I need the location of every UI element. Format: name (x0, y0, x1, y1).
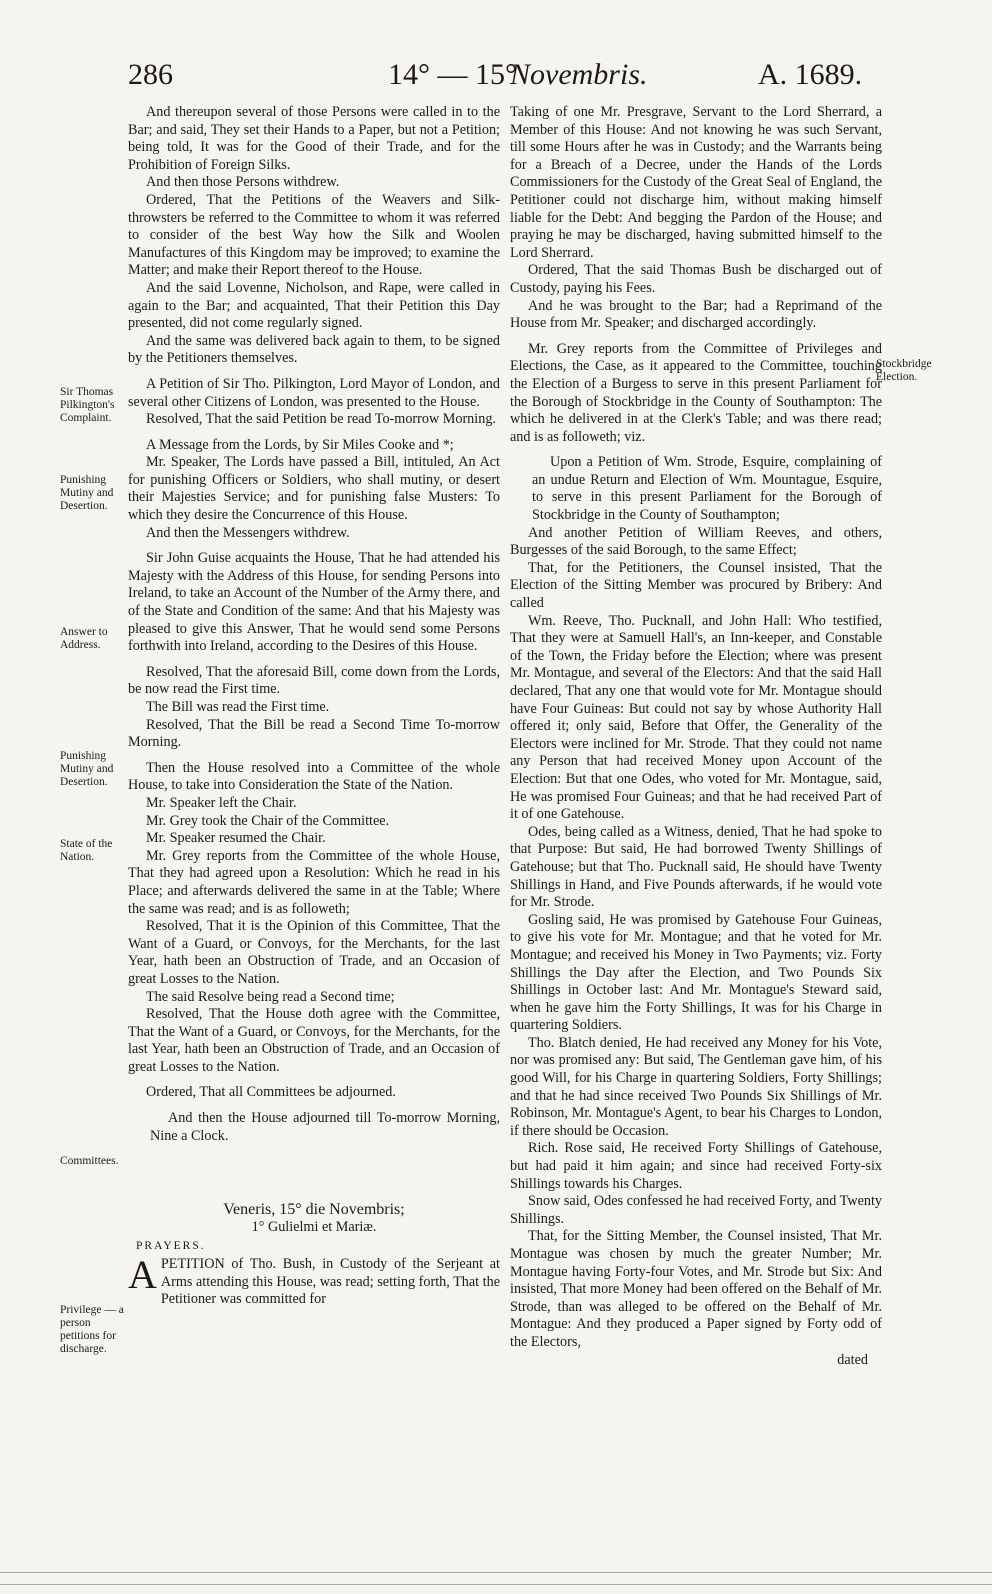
paragraph: Upon a Petition of Wm. Strode, Esquire, complaining of an undue Return and Election of Wm. Mountague, Esquire, to serve in this present Parliament for the Borough of Stockbridge in the County of Southampton; (532, 454, 882, 524)
margin-note: Committees. (60, 1155, 119, 1167)
paragraph: Gosling said, He was promised by Gatehouse Four Guineas, to give his vote for Mr. Montague; and that he voted for Mr. Montague; and received his Money in Two Payments; viz. Forty Shillings the Day after the Election, and Two Pounds Six Shillings in October last: And Mr. Montague's Steward said, when he gave him the Forty Shillings, It was for his Charge in quartering Soldiers. (510, 911, 882, 1034)
paragraph: And then the Messengers withdrew. (146, 524, 350, 541)
paragraph: Taking of one Mr. Presgrave, Servant to the Lord Sherrard, a Member of this House: And not knowing he was such Servant, till some Hours after he was in Custody; and the Warrants being for a Breach of a Decree, under the Hands of the Lords Commissioners for the Custody of the Great Seal of England, the Petitioner could not discharge him, without making himself liable for the Debt: And begging the Pardon of the House; and praying he may be discharged, having submitted himself to the Lord Sherrard. (510, 104, 882, 261)
paragraph: And another Petition of William Reeves, and others, Burgesses of the said Borough, to the same Effect; (510, 524, 882, 559)
paragraph: And the same was delivered back again to them, to be signed by the Petitioners themselves. (128, 332, 500, 367)
paragraph: The said Resolve being read a Second time; (146, 988, 395, 1005)
paragraph: Resolved, That the said Petition be read To-morrow Morning. (146, 411, 496, 428)
right-column (510, 104, 882, 1369)
regnal-year: 1° Gulielmi et Mariæ. (251, 1218, 377, 1235)
paragraph: Sir John Guise acquaints the House, That he had attended his Majesty with the Address of this House, for sending Persons into Ireland, to take an Account of the Number of the Army there, and of the State and Condition of the same: And that his Majesty was pleased to give this Answer, That he would send some Persons forthwith into Ireland, according to the Desires of this House. (128, 550, 500, 655)
bottom-rule (0, 1572, 992, 1573)
margin-note: State of the Nation. (60, 838, 113, 863)
paragraph: The Bill was read the First time. (146, 699, 330, 715)
paragraph: Then the House resolved into a Committee of the whole House, to take into Consideration the State of the Nation. (128, 759, 500, 794)
paragraph: And then those Persons withdrew. (146, 174, 340, 191)
bottom-rule (0, 1584, 992, 1585)
margin-note: Privilege — a person petitions for discharge. (60, 1304, 124, 1355)
paragraph: A Petition of Sir Tho. Pilkington, Lord Mayor of London, and several other Citizens of London, was presented to the House. (128, 375, 500, 410)
paragraph: Odes, being called as a Witness, denied, That he had spoke to that Purpose: But said, He had borrowed Twenty Shillings of Gatehouse; but that Tho. Pucknall said, He should have Twenty Shillings in Hand, and Five Pounds afterwards, if he would vote for Mr. Strode. (510, 823, 882, 911)
paragraph: Snow said, Odes confessed he had received Forty, and Twenty Shillings. (510, 1193, 882, 1227)
drop-cap: A (128, 1252, 157, 1298)
petition-paragraph (128, 1252, 500, 1309)
paragraph: Resolved, That the aforesaid Bill, come down from the Lords, be now read the First time. (128, 663, 500, 698)
paragraph: Resolved, That it is the Opinion of this Committee, That the Want of a Guard, or Convoys, for the Merchants, for the last Year, hath been an Obstruction of Trade, and an Occasion of great Losses to the Nation. (128, 918, 500, 987)
left-column (128, 104, 500, 1309)
page-number: 286 (128, 58, 173, 91)
paragraph: A Message from the Lords, by Sir Miles Cooke and *; (146, 436, 454, 453)
paragraph: That, for the Sitting Member, the Counsel insisted, That Mr. Montague was chosen by much the greater Number; Mr. Montague having Forty-four Votes, and Mr. Strode but Six: And insisted, That more Money had been offered on the Behalf of Mr. Strode, than was alleged to be offered on the Behalf of Mr. Montague: And they produced a Paper signed by Forty odd of the Electors, (510, 1228, 882, 1350)
header-year: A. 1689. (758, 58, 863, 91)
paragraph: Ordered, That the Petitions of the Weavers and Silk-throwsters be referred to the Committee to whom it was referred to consider of the best Way how the Silk and Woolen Manufactures of this Kingdom may be improved; to examine the Matter; and make their Report thereof to the House. (128, 191, 500, 279)
paragraph: And he was brought to the Bar; had a Reprimand of the House from Mr. Speaker; and discharged accordingly. (510, 297, 882, 332)
paragraph: Mr. Grey took the Chair of the Committee. (146, 812, 390, 829)
paragraph: Ordered, That the said Thomas Bush be discharged out of Custody, paying his Fees. (510, 262, 882, 296)
petition-text: PETITION of Tho. Bush, in Custody of the Serjeant at Arms attending this House, was read; setting forth, That the Petitioner was committed for (160, 1256, 500, 1308)
paragraph: Rich. Rose said, He received Forty Shillings of Gatehouse, but had paid it him again; and since had received Forty-six Shillings towards his Charges. (510, 1140, 882, 1192)
header-dates: 14° — 15° (388, 58, 517, 91)
paragraph: Resolved, That the Bill be read a Second Time To-morrow Morning. (128, 716, 500, 751)
day-heading: Veneris, 15° die Novembris; (223, 1201, 405, 1219)
paragraph: Mr. Grey reports from the Committee of Privileges and Elections, the Case, as it appeared to the Committee, touching the Election of a Burgess to serve in this present Parliament for the Borough of Stockbridge in the County of Southampton: The which he delivered in at the Clerk's Table; and was there read; and is as followeth; viz. (510, 340, 882, 445)
margin-note: Answer to Address. (60, 626, 108, 651)
paragraph: And the said Lovenne, Nicholson, and Rape, were called in again to the Bar; and acquainted, That their Petition this Day presented, did not come regularly signed. (128, 279, 500, 332)
margin-note: Punishing Mutiny and Desertion. (60, 474, 114, 512)
paragraph: Tho. Blatch denied, He had received any Money for his Vote, nor was promised any: But said, The Gentleman gave him, of his good Will, for his Charge in quartering Soldiers, Forty Shillings; and that he had since received Two Pounds Six Shillings of Mr. Robinson, Mr. Montague's Agent, to bear his Charges to London, if there should be Occasion. (510, 1034, 882, 1139)
paragraph: Mr. Speaker, The Lords have passed a Bill, intituled, An Act for punishing Officers or Soldiers, who shall mutiny, or desert their Majesties Service; and for punishing false Musters: To which they desire the Concurrence of this House. (128, 454, 500, 524)
paragraph: And then the House adjourned till To-morrow Morning, Nine a Clock. (150, 1110, 500, 1144)
paragraph: Wm. Reeve, Tho. Pucknall, and John Hall: Who testified, That they were at Samuell Hall's, an Inn-keeper, and Constable of the Town, the Friday before the Election; where was present Mr. Montague, and several of the Electors: And that the said Hall declared, That any one that would vote for Mr. Montague should have Four Guineas: But could not say by whose Authority Hall offered it; only said, Before that Offer, the Generality of the Electors were inclined for Mr. Strode. That they could not name any Person that had received Money upon Account of the Election: But that one Odes, who voted for Mr. Montague, said, He was promised Four Guineas; and that he had received Part of it of one Gatehouse. (510, 612, 882, 823)
margin-note: Sir Thomas Pilkington's Complaint. (60, 386, 115, 424)
paragraph: And thereupon several of those Persons were called in to the Bar; and said, They set their Hands to a Paper, but not a Petition; being told, It was for the Good of their Trade, and for the Prohibition of Foreign Silks. (128, 104, 500, 173)
paragraph: Ordered, That all Committees be adjourned. (146, 1084, 396, 1101)
header-month: Novembris. (510, 58, 648, 91)
paragraph: Mr. Speaker left the Chair. (146, 794, 297, 811)
paragraph: That, for the Petitioners, the Counsel insisted, That the Election of the Sitting Member was procured by Bribery: And called (510, 559, 882, 612)
paragraph: Resolved, That the House doth agree with the Committee, That the Want of a Guard, or Convoys, for the Merchants, for the last Year, hath been an Obstruction of Trade, and an Occasion of great Losses to the Nation. (128, 1006, 500, 1075)
paragraph: Mr. Speaker resumed the Chair. (146, 830, 326, 847)
prayers-heading: PRAYERS. (136, 1240, 206, 1253)
paragraph: Mr. Grey reports from the Committee of the whole House, That they had agreed upon a Resolution: Which he read in his Place; and afterwards delivered the same in at the Table; Where the same was read; and is as followeth; (128, 847, 500, 917)
margin-note: Punishing Mutiny and Desertion. (60, 750, 114, 788)
margin-note: Stockbridge Election. (876, 358, 932, 383)
page-header (0, 58, 992, 98)
catchword: dated (837, 1351, 868, 1368)
